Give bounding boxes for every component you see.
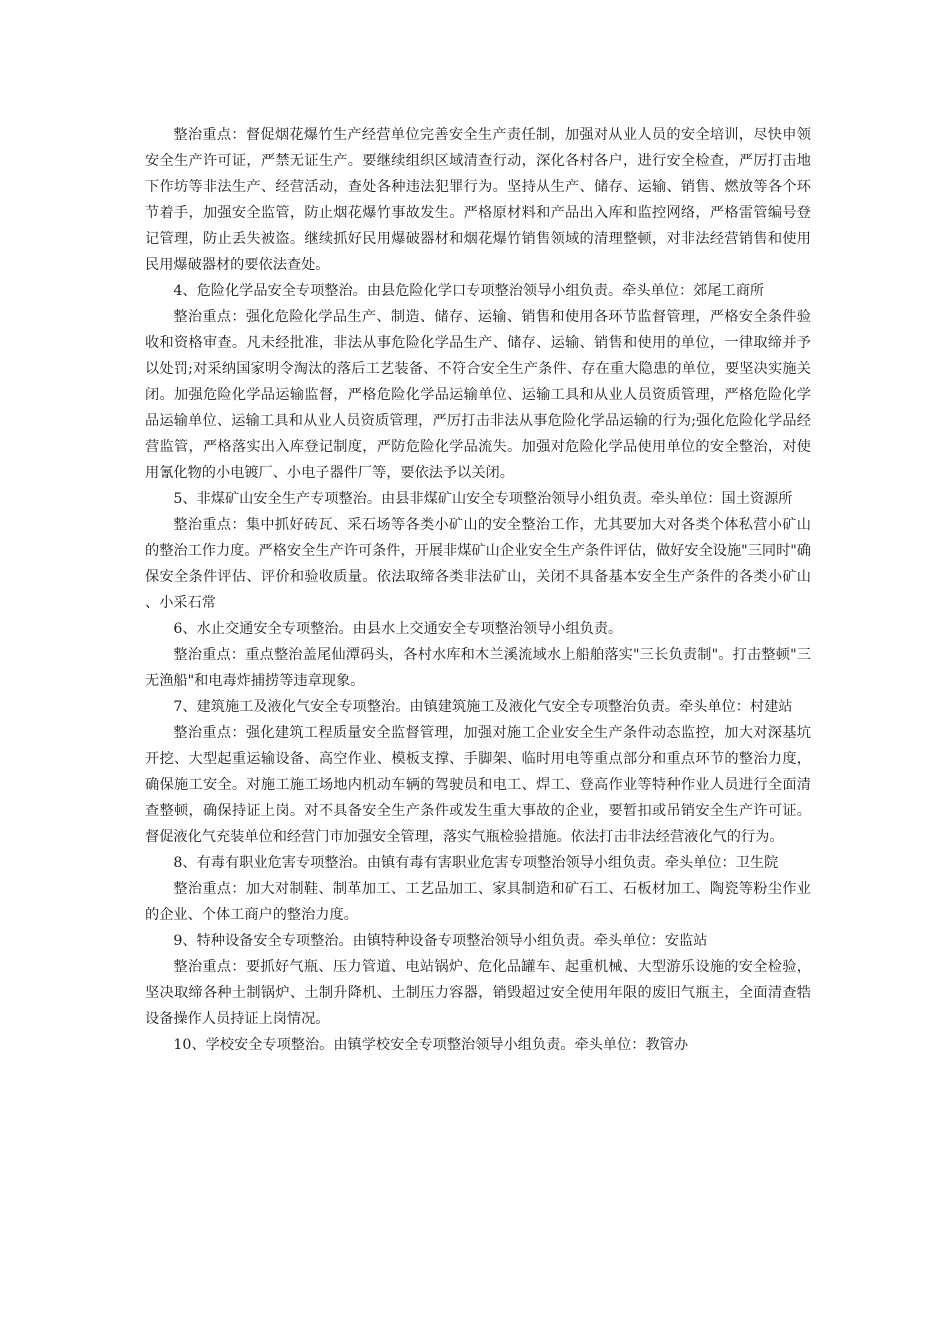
paragraph-item-6-heading: 6、水止交通安全专项整治。由县水上交通安全专项整治领导小组负责。	[173, 621, 623, 637]
paragraph-fireworks-focus: 整治重点：督促烟花爆竹生产经营单位完善安全生产责任制，加强对从业人员的安全培训，尽快申领安全生产许可证，严禁无证生产。要继续组织区域清查行动，深化各村各户，进行安全检查，严厉打击地下作坊等非法生产、经营活动，查处各种违法犯罪行为。坚持从生产、储存、运输、销售、燃放等各个环节着手，加强安全监管，防止烟花爆竹事故发生。严格原材料和产品出入库和监控网络，严格雷管编号登记管理，防止丢失被盗。继续抓好民用爆破器材和烟花爆竹销售领域的清理整顿，对非法经营销售和使用民用爆破器材的要依法查处。	[145, 127, 811, 273]
paragraph-item-10-heading: 10、学校安全专项整治。由镇学校安全专项整治领导小组负责。牵头单位：教管办	[173, 1037, 689, 1053]
paragraph-item-5-heading: 5、非煤矿山安全生产专项整治。由县非煤矿山安全专项整治领导小组负责。牵头单位：国土资源所	[173, 491, 793, 507]
paragraph-mining-focus: 整治重点：集中抓好砖瓦、采石场等各类小矿山的安全整治工作，尤其要加大对各类个体私营小矿山的整治工作力度。严格安全生产许可条件，开展非煤矿山企业安全生产条件评估，做好安全设施"三同时"确保安全条件评估、评价和验收质量。依法取缔各类非法矿山，关闭不具备基本安全生产条件的各类小矿山、小采石常	[145, 517, 811, 611]
paragraph-item-4-heading: 4、危险化学品安全专项整治。由县危险化学口专项整治领导小组负责。牵头单位：郊尾工商所	[173, 283, 765, 299]
paragraph-chemicals-focus: 整治重点：强化危险化学品生产、制造、储存、运输、销售和使用各环节监督管理，严格安全条件验收和资格审查。凡未经批准，非法从事危险化学品生产、储存、运输、销售和使用的单位，一律取缔并予以处罚;对采纳国家明令淘汰的落后工艺装备、不符合安全生产条件、存在重大隐患的单位，要坚决实施关闭。加强危险化学品运输监督，严格危险化学品运输单位、运输工具和从业人员资质管理，严格危险化学品运输单位、运输工具和从业人员资质管理，严厉打击非法从事危险化学品运输的行为;强化危险化学品经营监管，严格落实出入库登记制度，严防危险化学品流失。加强对危险化学品使用单位的安全整治，对使用氰化物的小电镀厂、小电子器件厂等，要依法予以关闭。	[145, 309, 811, 481]
paragraph-item-9-heading: 9、特种设备安全专项整治。由镇特种设备专项整治领导小组负责。牵头单位：安监站	[173, 933, 708, 949]
paragraph-item-7-heading: 7、建筑施工及液化气安全专项整治。由镇建筑施工及液化气安全专项整治负责。牵头单位：村建站	[173, 699, 793, 715]
paragraph-occupational-focus: 整治重点：加大对制鞋、制革加工、工艺品加工、家具制造和矿石工、石板材加工、陶瓷等粉尘作业的企业、个体工商户的整治力度。	[145, 881, 811, 923]
paragraph-construction-focus: 整治重点：强化建筑工程质量安全监督管理，加强对施工企业安全生产条件动态监控，加大对深基坑开挖、大型起重运输设备、高空作业、模板支撑、手脚架、临时用电等重点部分和重点环节的整治力度，确保施工安全。对施工施工场地内机动车辆的驾驶员和电工、焊工、登高作业等特种作业人员进行全面清查整顿，确保持证上岗。对不具备安全生产条件或发生重大事故的企业，要暂扣或吊销安全生产许可证。督促液化气充装单位和经营门市加强安全管理，落实气瓶检验措施。依法打击非法经营液化气的行为。	[145, 725, 811, 845]
paragraph-item-8-heading: 8、有毒有职业危害专项整治。由镇有毒有害职业危害专项整治领导小组负责。牵头单位：卫生院	[173, 855, 779, 871]
paragraph-water-traffic-focus: 整治重点：重点整治盖尾仙潭码头，各村水库和木兰溪流域水上船舶落实"三长负责制"。打击整顿"三无渔船"和电毒炸捕捞等违章现象。	[145, 647, 811, 689]
document-body	[145, 122, 811, 1058]
paragraph-special-equipment-focus: 整治重点：要抓好气瓶、压力管道、电站锅炉、危化品罐车、起重机械、大型游乐设施的安全检验，坚决取缔各种土制锅炉、土制升降机、土制压力容器，销毁超过安全使用年限的废旧气瓶主，全面清查牿设备操作人员持证上岗情况。	[145, 959, 811, 1027]
